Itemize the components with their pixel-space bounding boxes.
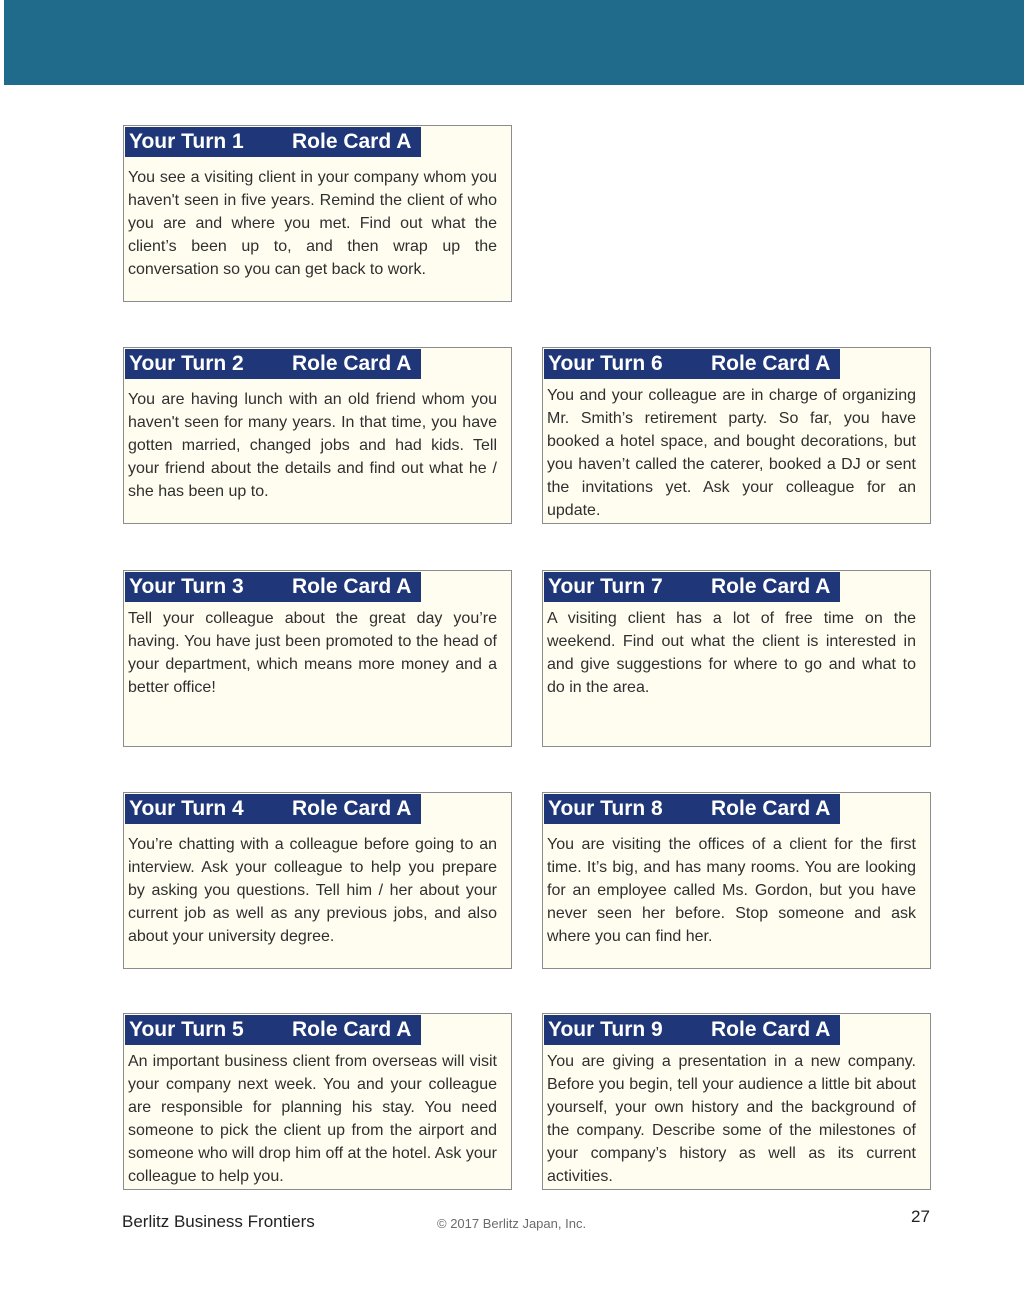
role-card-turn-8 bbox=[542, 792, 931, 969]
footer-publication-title: Berlitz Business Frontiers bbox=[122, 1212, 315, 1231]
role-card-turn-5 bbox=[123, 1013, 512, 1190]
card-header bbox=[544, 794, 840, 824]
turn-label: Your Turn 2 bbox=[129, 352, 244, 375]
card-text: You are visiting the offices of a client for the first time. It’s big, and has many rooms. You are looking for an employee called Ms. Gordon, but you have never seen her before. Stop someone and ask where you can find her. bbox=[547, 836, 916, 945]
card-header bbox=[125, 127, 421, 157]
card-text: Tell your colleague about the great day you’re having. You have just been promoted to the head of your department, which means more money and a better office! bbox=[128, 610, 497, 696]
page-number: 27 bbox=[911, 1207, 930, 1226]
card-header bbox=[544, 349, 840, 379]
role-card-turn-4 bbox=[123, 792, 512, 969]
card-header bbox=[125, 794, 421, 824]
card-text: An important business client from overseas will visit your company next week. You and your colleague are responsible for planning his stay. You need someone to pick the client up from the airport and someone who will drop him off at the hotel. Ask your colleague to help you. bbox=[128, 1053, 497, 1185]
role-label: Role Card A bbox=[292, 1018, 412, 1041]
turn-label: Your Turn 1 bbox=[129, 130, 244, 153]
role-label: Role Card A bbox=[711, 575, 831, 598]
card-text: A visiting client has a lot of free time on the weekend. Find out what the client is interested in and give suggestions for where to go and what to do in the area. bbox=[547, 610, 916, 696]
role-label: Role Card A bbox=[292, 352, 412, 375]
card-header bbox=[544, 1015, 840, 1045]
turn-label: Your Turn 6 bbox=[548, 352, 663, 375]
role-card-turn-1 bbox=[123, 125, 512, 302]
role-card-turn-9 bbox=[542, 1013, 931, 1190]
footer-copyright: © 2017 Berlitz Japan, Inc. bbox=[437, 1216, 587, 1231]
role-card-turn-7 bbox=[542, 570, 931, 747]
role-card-turn-6 bbox=[542, 347, 931, 524]
top-color-band bbox=[4, 0, 1024, 85]
card-header bbox=[125, 1015, 421, 1045]
role-label: Role Card A bbox=[292, 575, 412, 598]
card-text: You’re chatting with a colleague before going to an interview. Ask your colleague to help you prepare by asking you questions. Tell him / her about your current job as well as any previous jobs, and also about your university degree. bbox=[128, 836, 497, 945]
turn-label: Your Turn 9 bbox=[548, 1018, 663, 1041]
card-text: You are giving a presentation in a new company. Before you begin, tell your audience a little bit about yourself, your own history and the background of the company. Describe some of the milestones of your company’s history as well as its current activities. bbox=[547, 1053, 916, 1185]
role-label: Role Card A bbox=[292, 130, 412, 153]
turn-label: Your Turn 4 bbox=[129, 797, 244, 820]
role-label: Role Card A bbox=[292, 797, 412, 820]
card-header bbox=[125, 349, 421, 379]
card-header bbox=[125, 572, 421, 602]
role-label: Role Card A bbox=[711, 352, 831, 375]
card-text: You and your colleague are in charge of organizing Mr. Smith’s retirement party. So far, you have booked a hotel space, and bought decorations, but you haven’t called the caterer, booked a DJ or sent the invitations yet. Ask your colleague for an update. bbox=[547, 387, 916, 519]
role-label: Role Card A bbox=[711, 1018, 831, 1041]
role-card-turn-2 bbox=[123, 347, 512, 524]
role-card-turn-3 bbox=[123, 570, 512, 747]
turn-label: Your Turn 5 bbox=[129, 1018, 244, 1041]
card-text: You see a visiting client in your company whom you haven't seen in five years. Remind the client of who you are and where you met. Find out what the client’s been up to, and then wrap up the conversation so you can get back to work. bbox=[128, 169, 497, 278]
role-label: Role Card A bbox=[711, 797, 831, 820]
turn-label: Your Turn 8 bbox=[548, 797, 663, 820]
card-header bbox=[544, 572, 840, 602]
card-text: You are having lunch with an old friend whom you haven't seen for many years. In that time, you have gotten married, changed jobs and had kids. Tell your friend about the details and find out what he / she has been up to. bbox=[128, 391, 497, 500]
turn-label: Your Turn 7 bbox=[548, 575, 663, 598]
turn-label: Your Turn 3 bbox=[129, 575, 244, 598]
